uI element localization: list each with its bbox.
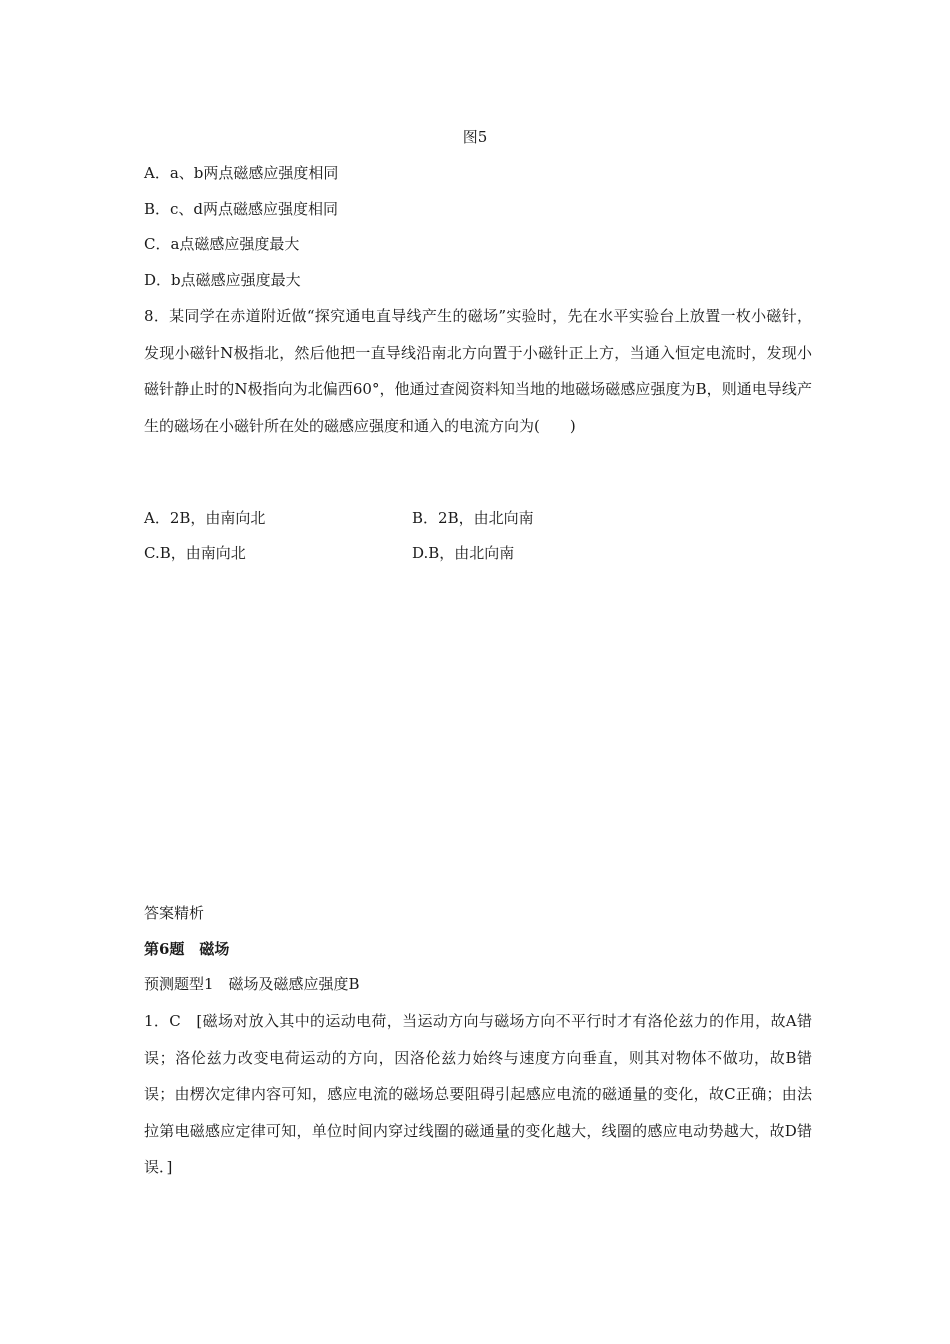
q7-option-d: D．b点磁感应强度最大 xyxy=(144,271,301,289)
q8-option-d: D.B，由北向南 xyxy=(412,544,515,562)
answer-heading: 答案精析 xyxy=(144,904,205,922)
q7-option-a: A．a、b两点磁感应强度相同 xyxy=(144,164,339,182)
q8-option-a: A．2B，由南向北 xyxy=(144,509,266,527)
question-8-stem: 8．某同学在赤道附近做“探究通电直导线产生的磁场”实验时，先在水平实验台上放置一枚小磁针，发现小磁针N极指北，然后他把一直导线沿南北方向置于小磁针正上方，当通入恒定电流时，发现小磁针静止时的N极指向为北偏西60°，他通过查阅资料知当地的地磁场磁感应强度为B，则通电导线产生的磁场在小磁针所在处的磁感应强度和通入的电流方向为( ) xyxy=(144,307,812,435)
section-subtitle: 预测题型1 磁场及磁感应强度B xyxy=(144,975,360,993)
section-title: 第6题 磁场 xyxy=(144,940,230,958)
q7-option-b: B．c、d两点磁感应强度相同 xyxy=(144,200,339,218)
figure-caption: 图5 xyxy=(462,128,488,146)
q8-option-b: B．2B，由北向南 xyxy=(412,509,534,527)
q8-option-c: C.B，由南向北 xyxy=(144,544,246,562)
answer-1: 1．C [磁场对放入其中的运动电荷，当运动方向与磁场方向不平行时才有洛伦兹力的作用，故A错误；洛伦兹力改变电荷运动的方向，因洛伦兹力始终与速度方向垂直，则其对物体不做功，故B错误；由楞次定律内容可知，感应电流的磁场总要阻碍引起感应电流的磁通量的变化，故C正确；由法拉第电磁感应定律可知，单位时间内穿过线圈的磁通量的变化越大，线圈的感应电动势越大，故D错误．] xyxy=(144,1012,812,1176)
q7-option-c: C．a点磁感应强度最大 xyxy=(144,235,300,253)
